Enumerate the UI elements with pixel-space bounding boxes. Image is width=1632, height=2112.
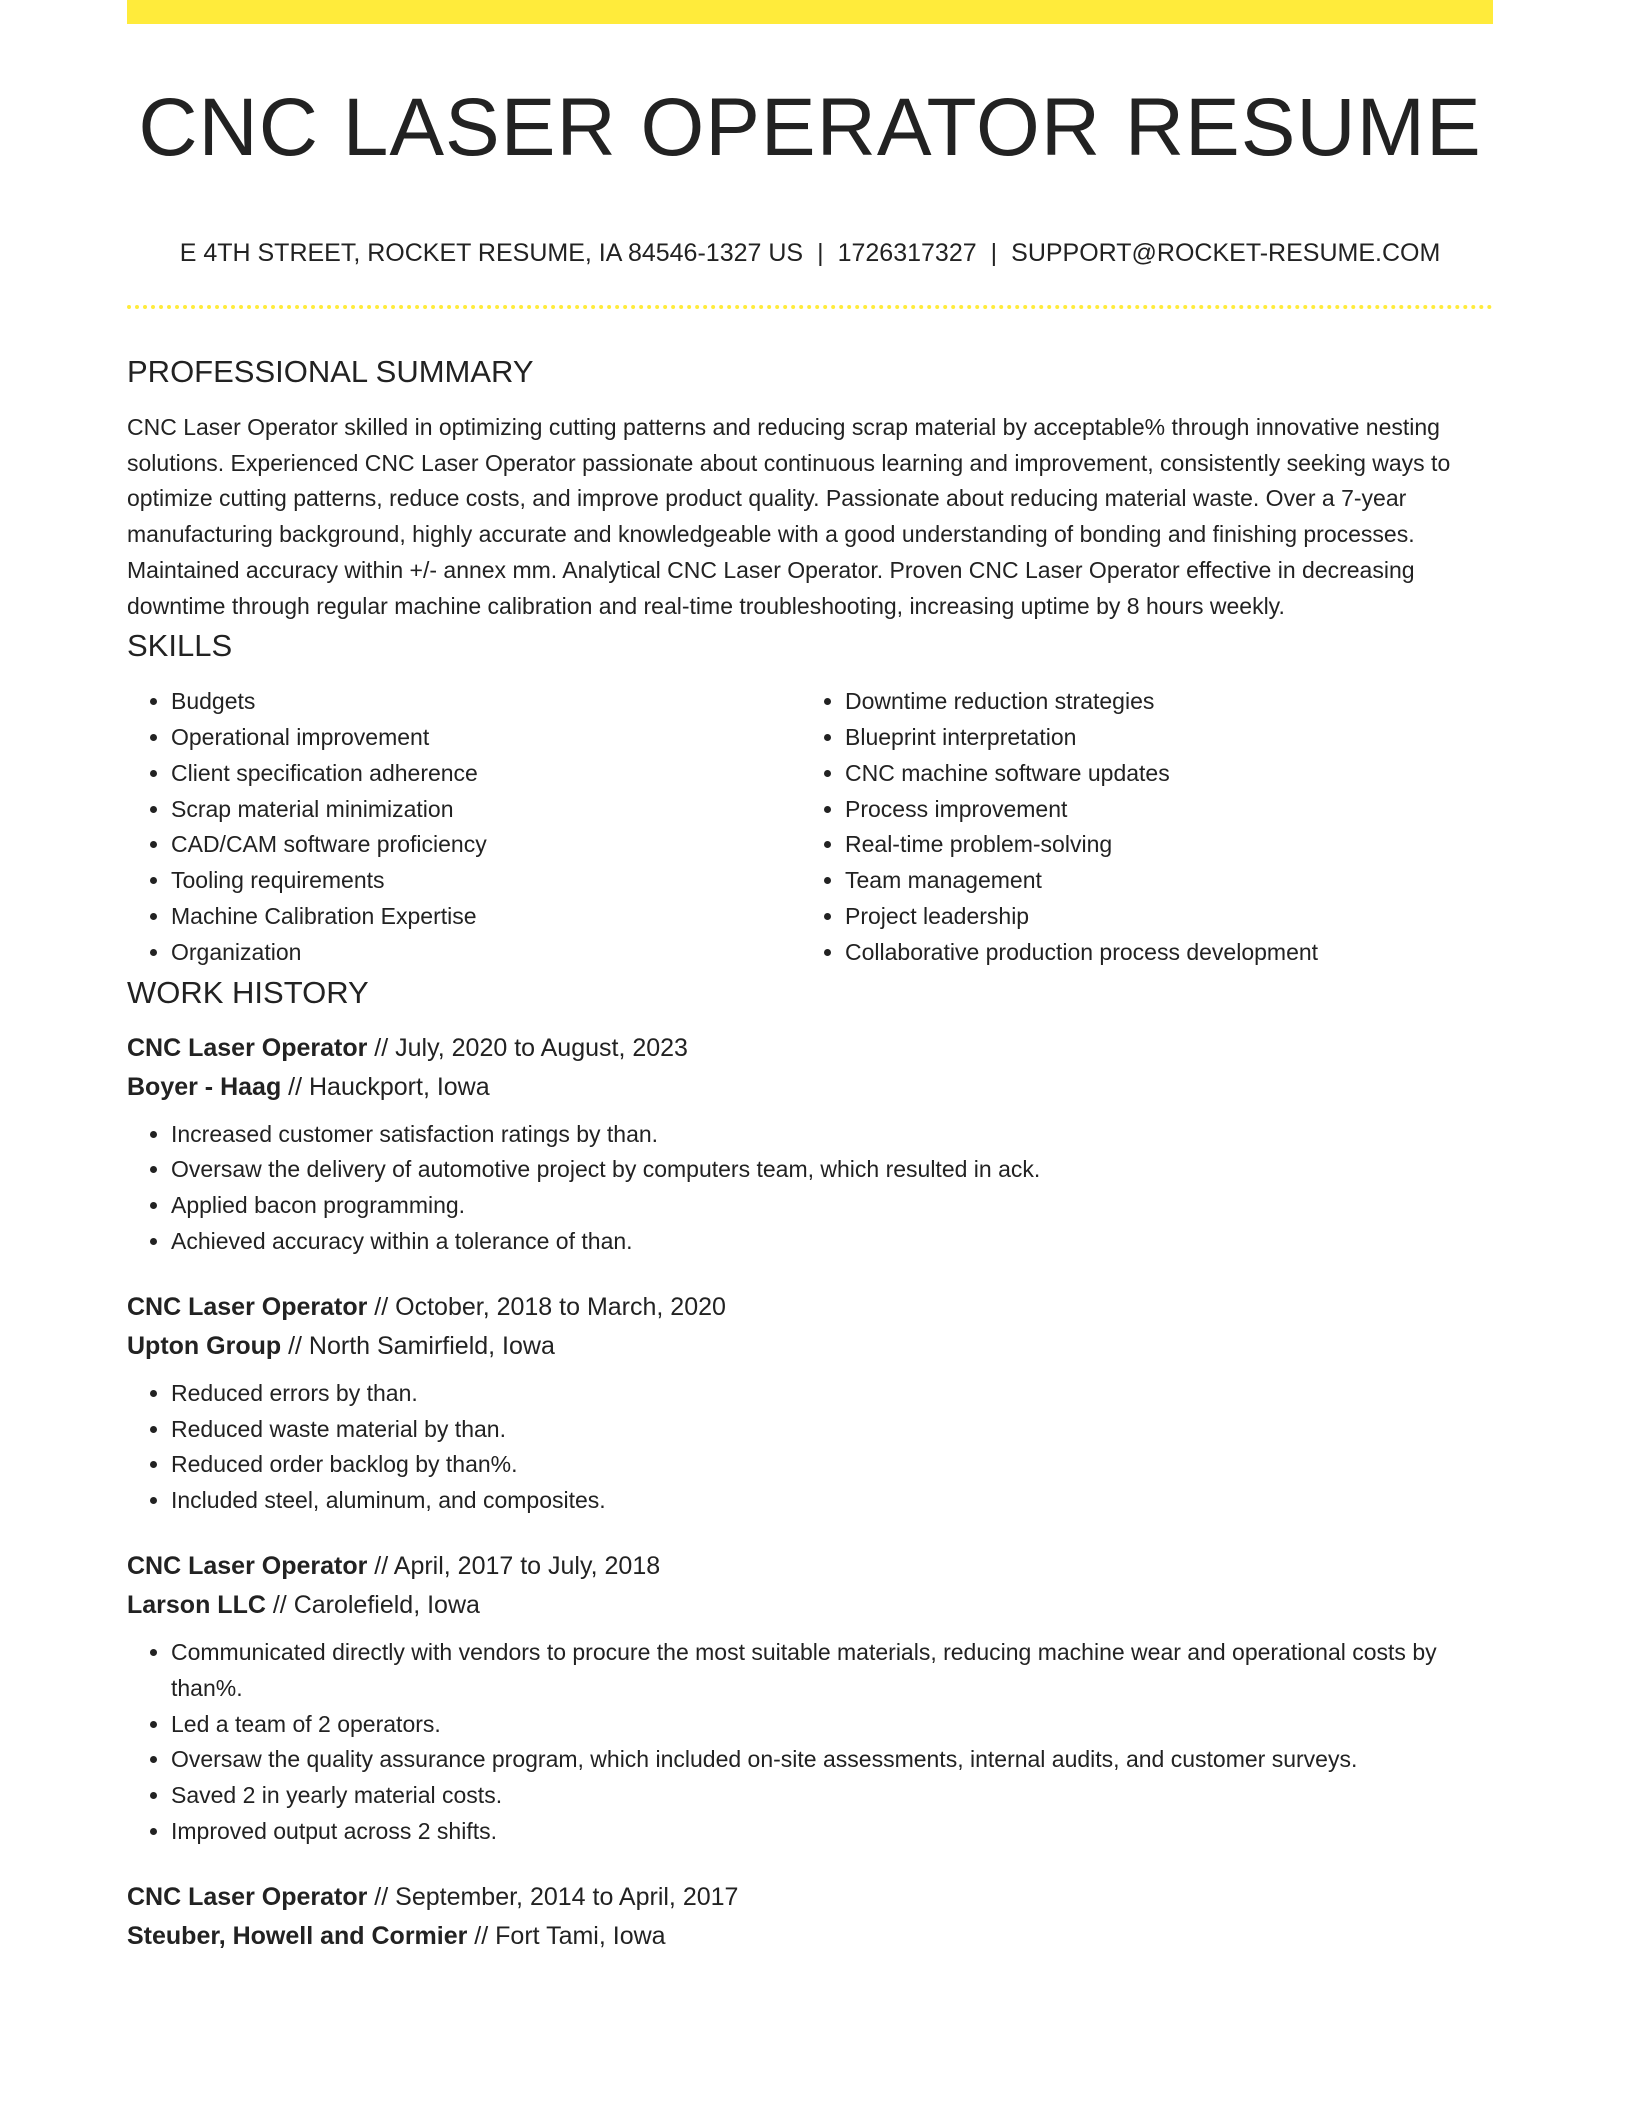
job-location: // Hauckport, Iowa [281, 1072, 490, 1101]
skills-list-left [127, 684, 801, 970]
job-title: CNC Laser Operator [127, 1033, 368, 1062]
job-title: CNC Laser Operator [127, 1882, 368, 1911]
skill-item: • Collaborative production process development [845, 935, 1475, 971]
job-dates: // September, 2014 to April, 2017 [367, 1882, 739, 1911]
skill-item: • Budgets [171, 684, 801, 720]
skill-item: • Project leadership [845, 899, 1475, 935]
skill-item: • Operational improvement [171, 720, 801, 756]
contact-line [127, 236, 1493, 270]
skill-item: • Real-time problem-solving [845, 827, 1475, 863]
job-location: // Fort Tami, Iowa [467, 1921, 666, 1950]
job-company: Steuber, Howell and Cormier [127, 1921, 468, 1950]
skills-list-right [801, 684, 1475, 970]
skills-section [127, 624, 1493, 970]
work-history-section [127, 971, 1493, 1956]
skill-item: • Team management [845, 863, 1475, 899]
skills-heading: SKILLS [127, 628, 233, 664]
summary-section [127, 350, 1493, 624]
skill-item: • Downtime reduction strategies [845, 684, 1475, 720]
contact-phone: 1726317327 [837, 239, 977, 267]
contact-address: E 4TH STREET, ROCKET RESUME, IA 84546-1327 US [179, 239, 804, 267]
contact-separator: | [817, 239, 824, 267]
job-bullet: • Improved output across 2 shifts. [171, 1814, 1493, 1850]
skill-item: • Machine Calibration Expertise [171, 899, 801, 935]
job-bullet: • Reduced errors by than. [171, 1376, 1493, 1412]
job-dates: // April, 2017 to July, 2018 [367, 1551, 661, 1580]
skill-item: • Scrap material minimization [171, 792, 801, 828]
resume-body [127, 350, 1493, 1956]
skill-item: • Process improvement [845, 792, 1475, 828]
job-bullet: • Increased customer satisfaction ratings by than. [171, 1117, 1493, 1153]
skills-columns [127, 684, 1493, 970]
job-bullet: • Saved 2 in yearly material costs. [171, 1778, 1493, 1814]
dotted-divider [127, 305, 1493, 309]
resume-title: CNC LASER OPERATOR RESUME [138, 82, 1482, 173]
job-company: Boyer - Haag [127, 1072, 282, 1101]
summary-text: CNC Laser Operator skilled in optimizing cutting patterns and reducing scrap material by acceptable% through innovative nesting solutions. Experienced CNC Laser Operator passionate about continuous learning and improvement, consistently seeking ways to optimize cutting patterns, reduce costs, and improve product quality. Passionate about reducing material waste. Over a 7-year manufacturing background, highly accurate and knowledgeable with a good understanding of bonding and finishing processes. Maintained accuracy within +/- annex mm. Analytical CNC Laser Operator. Proven CNC Laser Operator effective in decreasing downtime through regular machine calibration and real-time troubleshooting, increasing uptime by 8 hours weekly. [127, 414, 1451, 619]
job-entry [127, 1878, 1493, 1956]
accent-top-bar [127, 0, 1493, 24]
job-title: CNC Laser Operator [127, 1292, 368, 1321]
job-title: CNC Laser Operator [127, 1551, 368, 1580]
skill-item: • Client specification adherence [171, 756, 801, 792]
summary-heading: PROFESSIONAL SUMMARY [127, 354, 534, 389]
job-bullet: • Applied bacon programming. [171, 1188, 1493, 1224]
job-company-line [127, 1917, 1493, 1956]
job-company: Larson LLC [127, 1590, 266, 1619]
contact-email: SUPPORT@ROCKET-RESUME.COM [1011, 239, 1441, 267]
contact-separator: | [990, 239, 998, 267]
job-company-line [127, 1327, 1493, 1366]
job-title-line [127, 1288, 1493, 1327]
job-company-line [127, 1068, 1493, 1107]
job-bullet: • Oversaw the quality assurance program, which included on-site assessments, internal audits, and customer surveys. [171, 1742, 1493, 1778]
skill-item: • CAD/CAM software proficiency [171, 827, 801, 863]
job-entry [127, 1547, 1493, 1850]
job-entry [127, 1029, 1493, 1260]
job-bullets [127, 1376, 1493, 1519]
job-company-line [127, 1586, 1493, 1625]
job-dates: // July, 2020 to August, 2023 [367, 1033, 688, 1062]
job-title-line [127, 1878, 1493, 1917]
job-dates: // October, 2018 to March, 2020 [367, 1292, 726, 1321]
job-bullet: • Achieved accuracy within a tolerance of than. [171, 1224, 1493, 1260]
job-bullet: • Included steel, aluminum, and composites. [171, 1483, 1493, 1519]
job-bullet: • Oversaw the delivery of automotive project by computers team, which resulted in ack. [171, 1152, 1493, 1188]
job-bullet: • Led a team of 2 operators. [171, 1707, 1493, 1743]
job-title-line [127, 1029, 1493, 1068]
job-bullets [127, 1117, 1493, 1260]
job-bullet: • Reduced order backlog by than%. [171, 1447, 1493, 1483]
job-bullets [127, 1635, 1493, 1850]
skill-item: • Organization [171, 935, 801, 971]
skill-item: • Tooling requirements [171, 863, 801, 899]
work-history-heading: WORK HISTORY [127, 974, 369, 1010]
job-entry [127, 1288, 1493, 1519]
job-location: // Carolefield, Iowa [265, 1590, 480, 1619]
job-company: Upton Group [127, 1331, 282, 1360]
job-title-line [127, 1547, 1493, 1586]
job-bullet: • Communicated directly with vendors to procure the most suitable materials, reducing machine wear and operational costs by than%. [171, 1635, 1493, 1707]
job-bullet: • Reduced waste material by than. [171, 1412, 1493, 1448]
skill-item: • CNC machine software updates [845, 756, 1475, 792]
job-location: // North Samirfield, Iowa [281, 1331, 555, 1360]
skill-item: • Blueprint interpretation [845, 720, 1475, 756]
